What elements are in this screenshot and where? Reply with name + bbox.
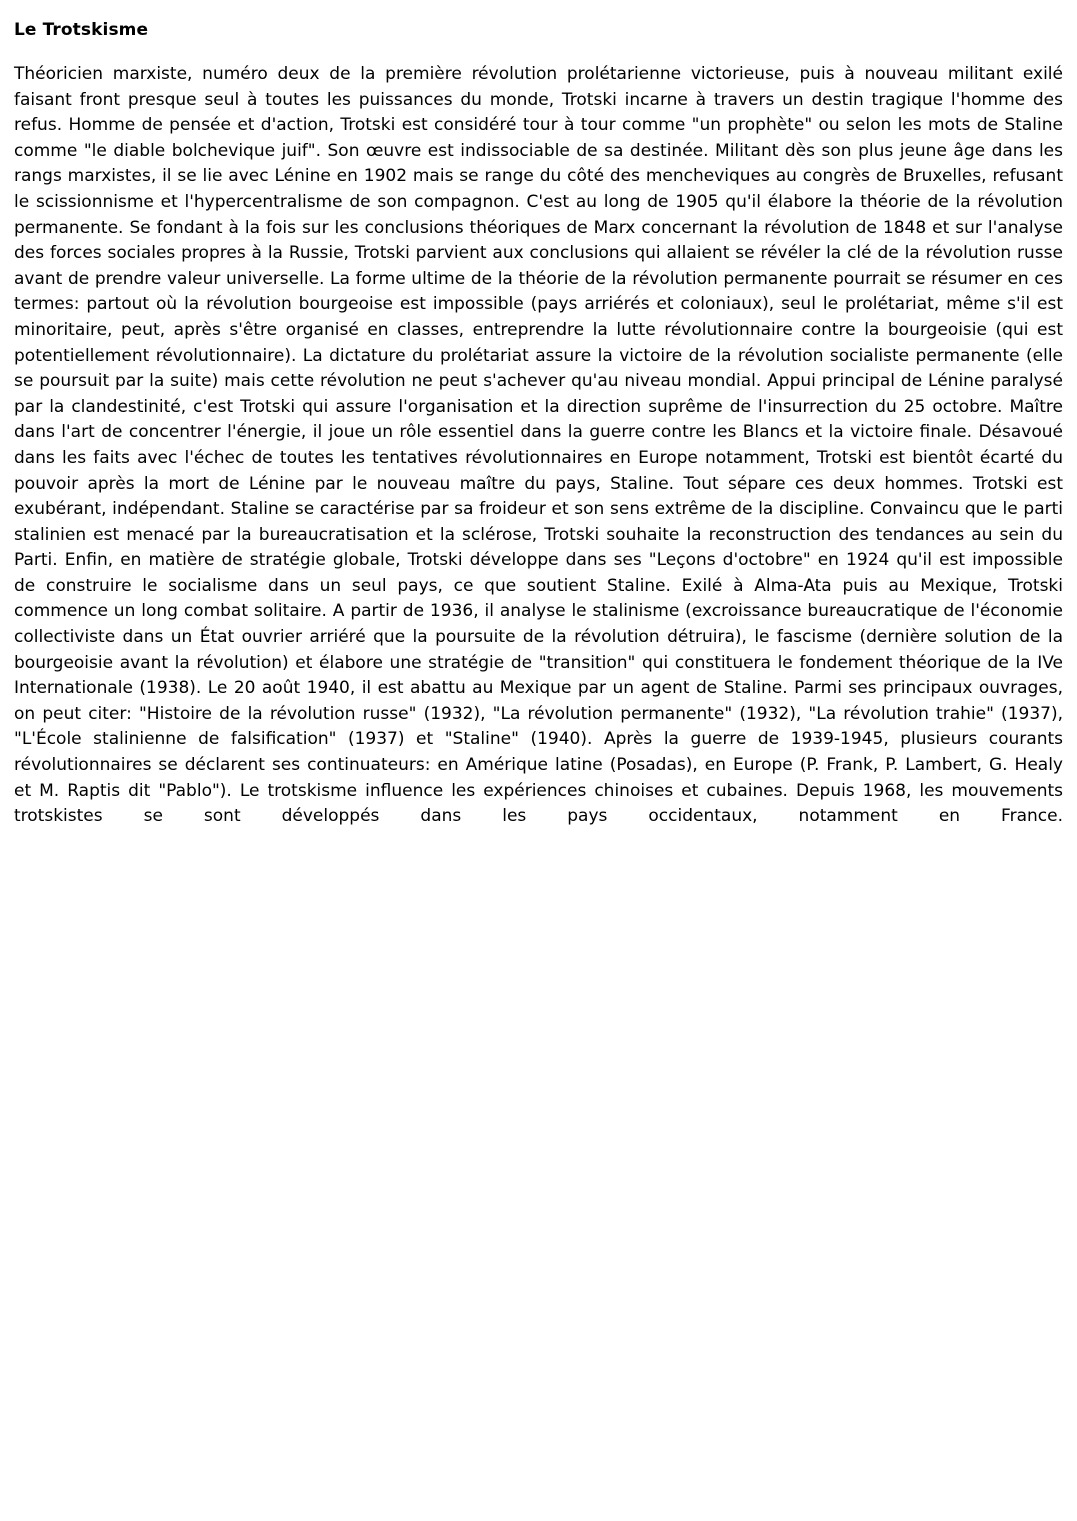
body-paragraph: Théoricien marxiste, numéro deux de la première révolution prolétarienne victorieuse, puis à nouveau militant exilé faisant front presque seul à toutes les puissances du monde, Trotski incarne à travers un destin tragique l'homme des refus. Homme de pensée et d'action, Trotski est considéré tour à tour comme "un prophète" ou selon les mots de Staline comme "le diable bolchevique juif". Son œuvre est indissociable de sa destinée. Militant dès son plus jeune âge dans les rangs marxistes, il se lie avec Lénine en 1902 mais se range du côté des mencheviques au congrès de Bruxelles, refusant le scissionnisme et l'hypercentralisme de son compagnon. C'est au long de 1905 qu'il élabore la théorie de la révolution permanente. Se fondant à la fois sur les conclusions théoriques de Marx concernant la révolution de 1848 et sur l'analyse des forces sociales propres à la Russie, Trotski parvient aux conclusions qui allaient se révéler la clé de la révolution russe avant de prendre valeur universelle. La forme ultime de la théorie de la révolution permanente pourrait se résumer en ces termes: partout où la révolution bourgeoise est impossible (pays arriérés et coloniaux), seul le prolétariat, même s'il est minoritaire, peut, après s'être organisé en classes, entreprendre la lutte révolutionnaire contre la bourgeoisie (qui est potentiellement révolutionnaire). La dictature du prolétariat assure la victoire de la révolution socialiste permanente (elle se poursuit par la suite) mais cette révolution ne peut s'achever qu'au niveau mondial. Appui principal de Lénine paralysé par la clandestinité, c'est Trotski qui assure l'organisation et la direction suprême de l'insurrection du 25 octobre. Maître dans l'art de concentrer l'énergie, il joue un rôle essentiel dans la guerre contre les Blancs et la victoire finale. Désavoué dans les faits avec l'échec de toutes les tentatives révolutionnaires en Europe notamment, Trotski est bientôt écarté du pouvoir après la mort de Lénine par le nouveau maître du pays, Staline. Tout sépare ces deux hommes. Trotski est exubérant, indépendant. Staline se caractérise par sa froideur et son sens extrême de la discipline. Convaincu que le parti stalinien est menacé par la bureaucratisation et la sclérose, Trotski souhaite la reconstruction des tendances au sein du Parti. Enfin, en matière de stratégie globale, Trotski développe dans ses "Leçons d'octobre" en 1924 qu'il est impossible de construire le socialisme dans un seul pays, ce que soutient Staline. Exilé à Alma-Ata puis au Mexique, Trotski commence un long combat solitaire. A partir de 1936, il analyse le stalinisme (excroissance bureaucratique de l'économie collectiviste dans un État ouvrier arriéré que la poursuite de la révolution détruira), le fascisme (dernière solution de la bourgeoisie avant la révolution) et élabore une stratégie de "transition" qui constituera le fondement théorique de la IVe Internationale (1938). Le 20 août 1940, il est abattu au Mexique par un agent de Staline. Parmi ses principaux ouvrages, on peut citer: "Histoire de la révolution russe" (1932), "La révolution permanente" (1932), "La révolution trahie" (1937), "L'École stalinienne de falsification" (1937) et "Staline" (1940). Après la guerre de 1939-1945, plusieurs courants révolutionnaires se déclarent ses continuateurs: en Amérique latine (Posadas), en Europe (P. Frank, P. Lambert, G. Healy et M. Raptis dit "Pablo"). Le trotskisme influence les expériences chinoises et cubaines. Depuis 1968, les mouvements trotskistes se sont développés dans les pays occidentaux, notamment en France. bbox=[14, 64, 1063, 827]
page-title: Le Trotskisme bbox=[14, 20, 149, 40]
